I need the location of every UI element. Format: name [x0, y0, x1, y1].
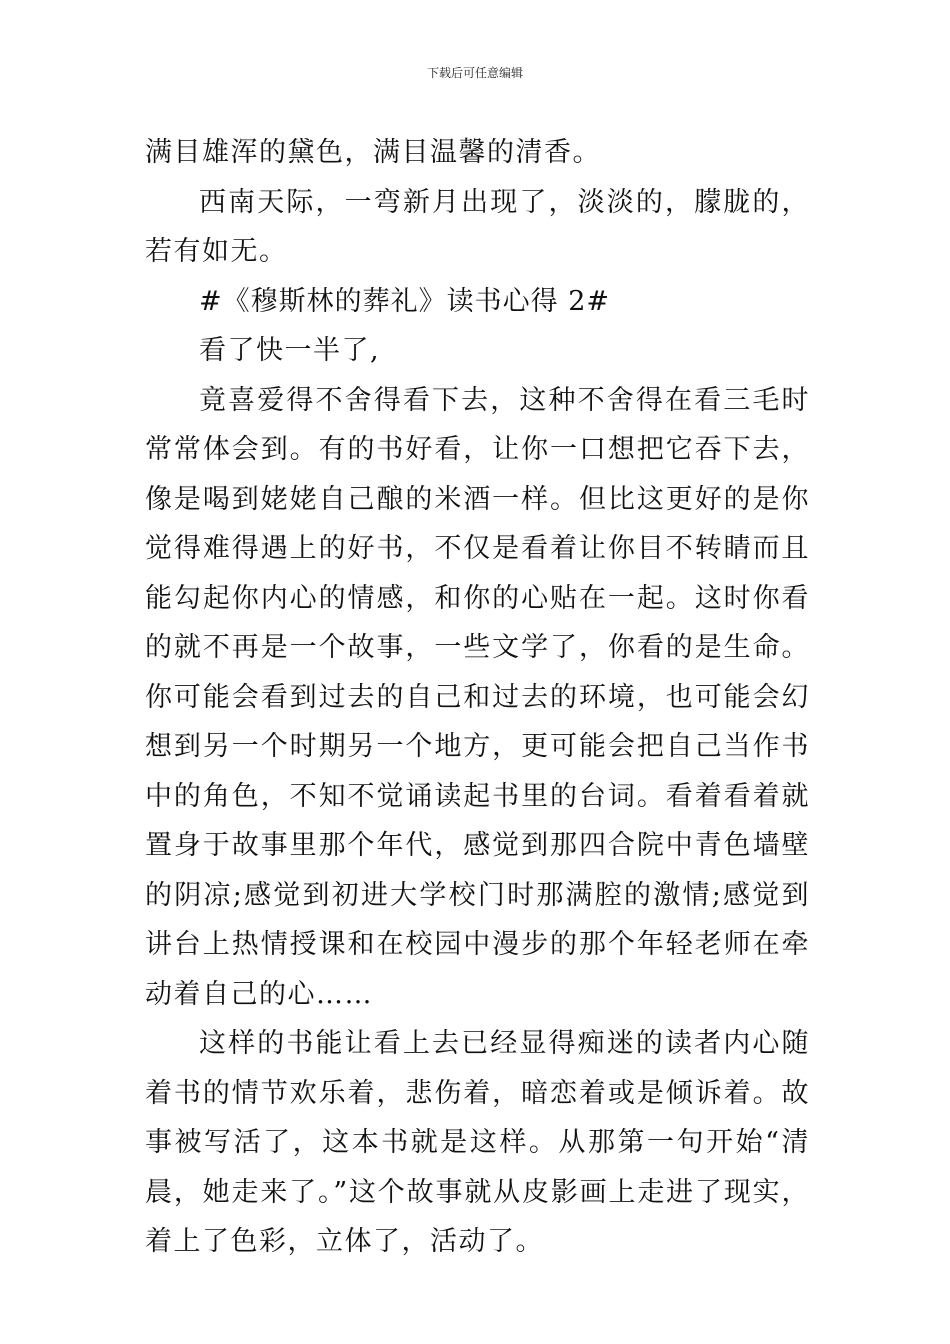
- paragraph-4: 竟喜爱得不舍得看下去，这种不舍得在看三毛时常常体会到。有的书好看，让你一口想把它吞下去，像是喝到姥姥自己酿的米酒一样。但比这更好的是你觉得难得遇上的好书，不仅是看着让你目不转睛而且能勾起你内心的情感，和你的心贴在一起。这时你看的就不再是一个故事，一些文学了，你看的是生命。你可能会看到过去的自己和过去的环境，也可能会幻想到另一个时期另一个地方，更可能会把自己当作书中的角色，不知不觉诵读起书里的台词。看着看着就置身于故事里那个年代，感觉到那四合院中青色墙壁的阴凉;感觉到初进大学校门时那满腔的激情;感觉到讲台上热情授课和在校园中漫步的那个年轻老师在牵动着自己的心……: [145, 384, 810, 1010]
- paragraph-3: 看了快一半了,: [199, 335, 381, 366]
- header-note: 下载后可任意编辑: [426, 66, 523, 80]
- paragraph-2: 西南天际，一弯新月出现了，淡淡的，朦胧的，若有如无。: [145, 186, 810, 267]
- paragraph-5: 这样的书能让看上去已经显得痴迷的读者内心随着书的情节欢乐着，悲伤着，暗恋着或是倾诉着。故事被写活了，这本书就是这样。从那第一句开始“清晨，她走来了。”这个故事就从皮影画上走进了现实，着上了色彩，立体了，活动了。: [145, 1028, 810, 1257]
- document-body: [145, 128, 810, 1267]
- section-heading: #《穆斯林的葬礼》读书心得 2#: [199, 285, 611, 317]
- paragraph-1: 满目雄浑的黛色，满目温馨的清香。: [145, 137, 601, 168]
